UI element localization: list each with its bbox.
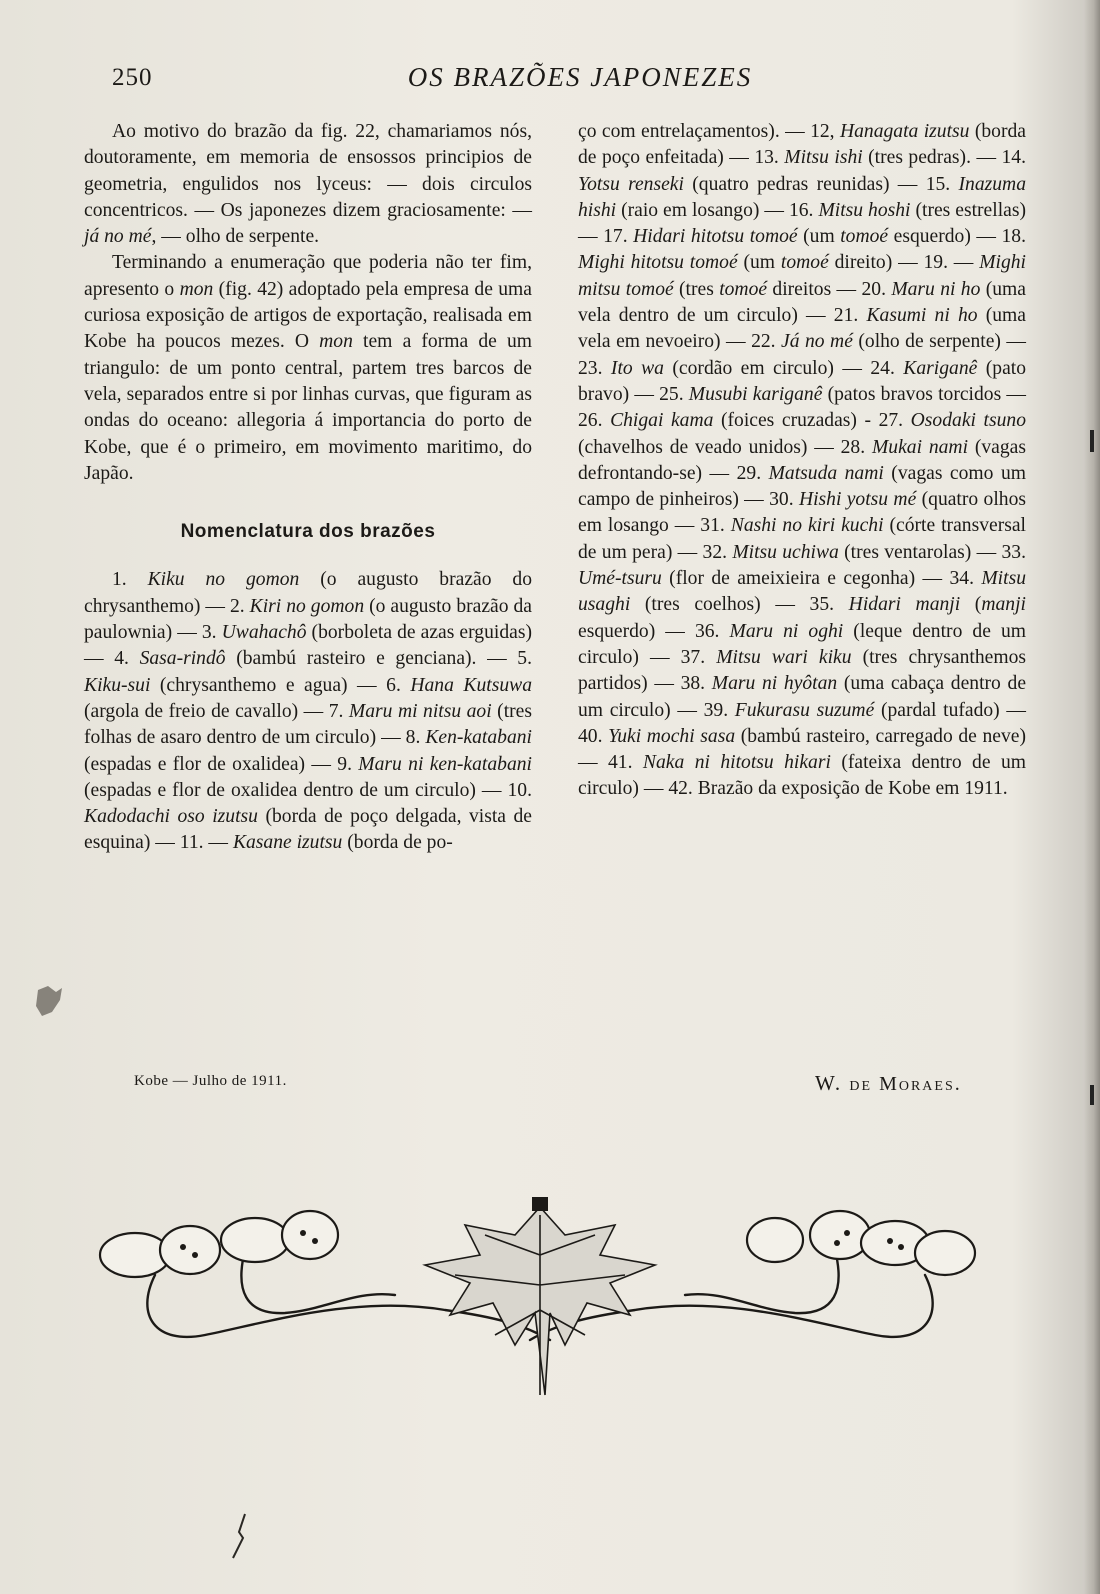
running-head-title: OS BRAZÕES JAPONEZES: [407, 62, 753, 92]
japanese-term: mon: [179, 278, 214, 300]
text-segment: (tres folhas de asaro dentro de um circulo) — 8.: [84, 700, 532, 749]
japanese-term: Kiku-sui: [84, 674, 151, 696]
text-segment: (quatro pedras reunidas) — 15.: [683, 173, 959, 195]
japanese-term: tomoé: [780, 252, 829, 274]
text-segment: direito) — 19. —: [828, 252, 980, 274]
nomenclature-list-continued: [578, 119, 1026, 803]
text-segment: (tres estrellas) — 17.: [578, 199, 1026, 248]
ink-stain-mark-icon: [32, 982, 68, 1022]
japanese-term: Kadodachi oso izutsu: [84, 806, 258, 828]
author-signature: [815, 1071, 962, 1096]
text-segment: (espadas e flor de oxalidea) — 9.: [84, 753, 359, 775]
japanese-term: Fukurasu suzumé: [734, 699, 875, 721]
text-segment: (bambú rasteiro e genciana). — 5.: [225, 648, 532, 670]
japanese-term: Inazuma hishi: [578, 173, 1026, 221]
text-segment: (tres: [673, 278, 720, 300]
text-segment: Terminando a enumeração que poderia não ter fim, apresento o: [84, 252, 532, 300]
text-segment: (foices cruzadas) - 27.: [713, 410, 911, 432]
japanese-term: mon: [319, 331, 353, 353]
japanese-term: Kiku no gomon: [147, 569, 300, 591]
japanese-term: Ken-katabani: [425, 727, 532, 749]
text-segment: , — olho de serpente.: [151, 226, 320, 248]
text-segment: direitos — 20.: [767, 278, 892, 300]
text-segment: (vagas como um campo de pinheiros) — 30.: [578, 462, 1026, 511]
text-segment: (bambú rasteiro, carregado de neve) — 41.: [578, 725, 1027, 774]
text-segment: (chrysanthemo e agua) — 6.: [150, 674, 411, 696]
page-gutter-shadow: [1084, 0, 1100, 1594]
japanese-term: Musubi kariganê: [688, 383, 823, 405]
text-segment: (cordão em circulo) — 24.: [663, 357, 904, 379]
japanese-term: Mighi mitsu tomoé: [578, 252, 1027, 300]
text-segment: esquerdo) — 18.: [888, 226, 1026, 248]
japanese-term: Ito wa: [610, 357, 664, 379]
text-segment: esquerdo) — 36.: [578, 620, 730, 642]
japanese-term: Mitsu ishi: [784, 147, 863, 169]
text-segment: (tres pedras). — 14.: [862, 147, 1026, 169]
text-segment: (um: [797, 226, 841, 248]
text-segment: 1.: [112, 569, 148, 591]
text-segment: (borda de poço delgada, vista de esquina) — 11. —: [84, 806, 532, 854]
signature-surname: de Moraes.: [849, 1073, 962, 1095]
nomenclature-list-start: [84, 567, 532, 856]
japanese-term: Mitsu hoshi: [818, 199, 911, 221]
ink-scratch-mark-icon: [225, 1512, 255, 1562]
text-segment: tem a forma de um triangulo: de um ponto central, partem tres barcos de vela, separados entre si por linhas curvas, que figuram as ondas do oceano: allegoria á importancia do porto de Kobe, que é o primeiro, em movimento maritimo, do Japão.: [84, 331, 532, 484]
text-segment: (borda de poço enfeitada) — 13.: [578, 121, 1026, 169]
japanese-term: Nashi no kiri kuchi: [730, 515, 884, 537]
text-segment: (flor de ameixieira e cegonha) — 34.: [661, 568, 982, 590]
text-segment: (fig. 42) adoptado pela empresa de uma curiosa exposição de artigos de exportação, realisada em Kobe ha poucos mezes. O: [84, 278, 532, 353]
paragraph-2: [84, 250, 532, 487]
japanese-term: Matsuda nami: [768, 462, 884, 484]
text-segment: (fateixa dentro de um circulo) — 42. Brazão da exposição de Kobe em 1911.: [578, 752, 1026, 800]
japanese-term: Chigai kama: [610, 410, 714, 432]
japanese-term: tomoé: [719, 278, 768, 300]
place-and-date: Kobe — Julho de 1911.: [134, 1073, 287, 1089]
japanese-term: já no mé: [84, 226, 152, 248]
text-segment: (o augusto brazão do chrysanthemo) — 2.: [84, 569, 532, 617]
japanese-term: Umé-tsuru: [578, 568, 662, 590]
text-segment: (: [960, 594, 982, 616]
text-segment: (tres coelhos) — 35.: [630, 594, 849, 616]
japanese-term: Mighi hitotsu tomoé: [578, 252, 738, 274]
japanese-term: Mukai nami: [871, 436, 969, 458]
japanese-term: Maru ni ho: [891, 278, 981, 300]
japanese-term: Já no mé: [781, 331, 853, 353]
text-segment: (chavelhos de veado unidos) — 28.: [578, 436, 872, 458]
japanese-term: Maru mi nitsu aoi: [348, 700, 492, 722]
japanese-term: Sasa-rindô: [139, 648, 226, 670]
text-segment: (borboleta de azas erguidas) — 4.: [84, 622, 532, 670]
japanese-term: Osodaki tsuno: [910, 410, 1026, 432]
margin-mark: [1090, 1085, 1094, 1105]
japanese-term: Uwahachô: [221, 622, 307, 644]
text-segment: (pardal tufado) — 40.: [578, 699, 1026, 747]
text-segment: ço com entrelaçamentos). — 12,: [578, 121, 840, 142]
japanese-term: Hishi yotsu mé: [798, 489, 917, 511]
japanese-term: Kasumi ni ho: [866, 305, 978, 327]
japanese-term: Mitsu uchiwa: [732, 541, 839, 563]
signature-initial: W.: [815, 1071, 850, 1095]
japanese-term: tomoé: [840, 226, 889, 248]
text-segment: (patos bravos torcidos — 26.: [578, 383, 1026, 432]
japanese-term: Maru ni hyôtan: [711, 673, 838, 695]
text-segment: Ao motivo do brazão da fig. 22, chamariamos nós, doutoramente, em memoria de ensossos principios de geometria, engulidos nos lyceus: — dois circulos concentricos. — Os japonezes dizem graciosamente: —: [84, 121, 532, 221]
text-segment: (uma cabaça dentro de um circulo) — 39.: [578, 673, 1027, 721]
page-number: 250: [112, 64, 153, 91]
section-heading: Nomenclatura dos brazões: [180, 521, 436, 543]
japanese-term: Hana Kutsuwa: [410, 674, 532, 696]
text-segment: (olho de serpente) — 23.: [578, 331, 1026, 379]
japanese-term: Yuki mochi sasa: [608, 725, 736, 747]
japanese-term: Mitsu usaghi: [578, 568, 1026, 616]
japanese-term: Kasane izutsu: [232, 832, 343, 854]
japanese-term: Hidari hitotsu tomoé: [633, 226, 798, 248]
text-segment: (vagas defrontando-se) — 29.: [578, 436, 1026, 484]
japanese-term: Kiri no gomon: [249, 595, 365, 617]
japanese-term: manji: [981, 594, 1026, 616]
text-segment: (borda de po-: [342, 832, 453, 854]
japanese-term: Mitsu wari kiku: [716, 646, 852, 668]
text-segment: (um: [737, 252, 781, 274]
text-segment: (raio em losango) — 16.: [616, 199, 819, 221]
japanese-term: Maru ni oghi: [729, 620, 844, 642]
text-segment: (tres ventarolas) — 33.: [838, 541, 1026, 563]
text-segment: (leque dentro de um circulo) — 37.: [578, 620, 1027, 668]
right-column: [578, 119, 1026, 803]
text-segment: (tres chrysanthemos partidos) — 38.: [578, 646, 1026, 695]
art-nouveau-leaf-and-flowers-ornament-icon: [95, 1195, 985, 1415]
text-segment: (espadas e flor de oxalidea dentro de um circulo) — 10.: [84, 779, 532, 801]
japanese-term: Hanagata izutsu: [839, 121, 970, 142]
japanese-term: Naka ni hitotsu hikari: [642, 752, 831, 774]
text-segment: (pato bravo) — 25.: [578, 357, 1027, 405]
left-column: [84, 119, 532, 857]
margin-mark: [1090, 430, 1094, 452]
text-segment: (argola de freio de cavallo) — 7.: [84, 700, 349, 722]
japanese-term: Yotsu renseki: [578, 173, 684, 195]
japanese-term: Hidari manji: [848, 594, 961, 616]
text-segment: (uma vela dentro de um circulo) — 21.: [578, 278, 1026, 327]
japanese-term: Maru ni ken-katabani: [358, 753, 532, 775]
japanese-term: Kariganê: [903, 357, 978, 379]
paragraph-1: [84, 119, 532, 250]
text-segment: (uma vela em nevoeiro) — 22.: [578, 305, 1026, 353]
text-segment: (o augusto brazão da paulownia) — 3.: [84, 595, 533, 644]
text-segment: (córte transversal de um pera) — 32.: [578, 515, 1026, 563]
text-segment: (quatro olhos em losango — 31.: [578, 489, 1026, 537]
